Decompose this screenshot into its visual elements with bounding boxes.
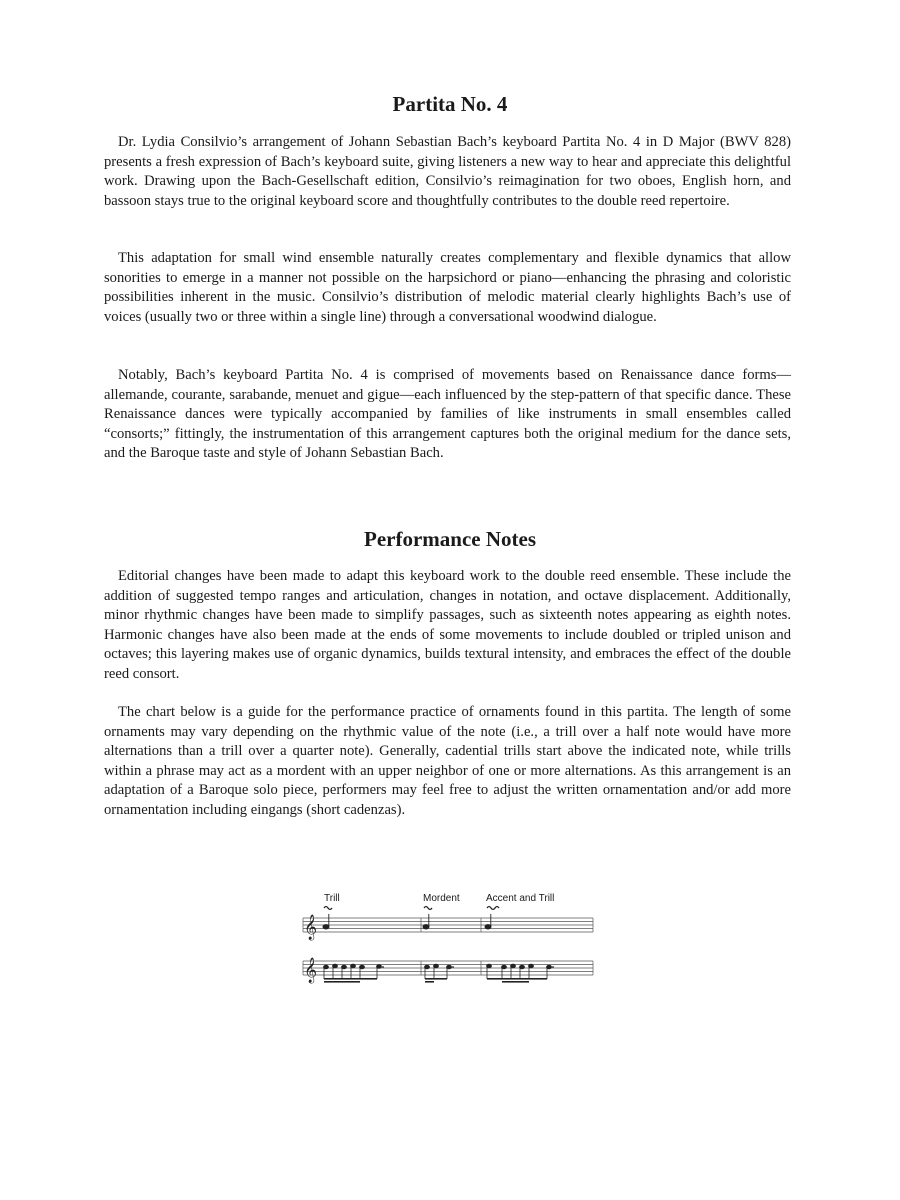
treble-clef-icon: 𝄞 — [304, 915, 318, 940]
paragraph-intro: Dr. Lydia Consilvio’s arrangement of Johann Sebastian Bach’s keyboard Partita No. 4 in D Major (BWV 828) presents a fresh expression of Bach’s keyboard suite, giving listeners a new way to hear and appreciate this delightful work. Drawing upon the Bach-Gesellschaft edition, Consilvio’s reimagination for two oboes, English horn, and bassoon stays true to the original keyboard score and thoughtfully contributes to the double reed repertoire. — [104, 134, 791, 209]
mordent-icon — [424, 907, 432, 910]
paragraph-dance-forms: Notably, Bach’s keyboard Partita No. 4 is comprised of movements based on Renaissance dance forms—allemande, courante, sarabande, menuet and gigue—each influenced by the step-pattern of that specific dance. These Renaissance dances were typically accompanied by families of like instruments in small ensembles called “consorts;” fittingly, the instrumentation of this arrangement captures both the original medium for the dance sets, and the Baroque taste and style of Johann Sebastian Bach. — [104, 367, 791, 462]
note — [323, 925, 329, 929]
section-title-partita: Partita No. 4 — [392, 92, 508, 116]
section-title-performance-notes: Performance Notes — [364, 527, 536, 551]
ornament-chart — [297, 886, 603, 988]
trill-realization — [324, 964, 384, 982]
upper-staff — [303, 918, 593, 932]
paragraph-ornament-guide: The chart below is a guide for the performance practice of ornaments found in this partita. The length of some ornaments may vary depending on the rhythmic value of the note (i.e., a trill over a half note would have more alternations than a trill over a quarter note). Generally, cadential trills start above the indicated note, while trills within a phrase may act as a mordent with an upper neighbor of one or more alternations. As this arrangement is an adaptation of a Baroque solo piece, performers may feel free to adjust the written ornamentation and/or add more ornamentation including eingangs (short cadenzas). — [104, 704, 791, 818]
note — [485, 925, 491, 929]
label-trill: Trill — [324, 893, 340, 904]
trill-icon — [324, 907, 332, 910]
label-accent-and-trill: Accent and Trill — [486, 893, 555, 904]
paragraph-adaptation: This adaptation for small wind ensemble naturally creates complementary and flexible dynamics that allow sonorities to emerge in a manner not possible on the harpsichord or piano—enhancing the phrasing and coloristic possibilities inherent in the music. Consilvio’s distribution of melodic material clearly highlights Bach’s use of voices (usually two or three within a single line) through a conversational woodwind dialogue. — [104, 250, 791, 325]
mordent-realization — [425, 964, 454, 982]
label-mordent: Mordent — [423, 893, 460, 904]
paragraph-editorial-changes: Editorial changes have been made to adapt this keyboard work to the double reed ensemble. These include the addition of suggested tempo ranges and articulation, changes in notation, and octave displacement. Additionally, minor rhythmic changes have been made to simplify passages, such as sixteenth notes appearing as eighth notes. Harmonic changes have also been made at the ends of some movements to include doubled or tripled unison and octaves; this layering makes use of organic dynamics, builds textural intensity, and embraces the effect of the double reed consort. — [104, 568, 791, 682]
ornament-chart-svg — [297, 886, 603, 988]
note — [423, 925, 429, 929]
treble-clef-icon: 𝄞 — [304, 958, 318, 983]
accent-and-trill-icon — [487, 907, 499, 910]
accent-and-trill-realization — [487, 964, 554, 982]
